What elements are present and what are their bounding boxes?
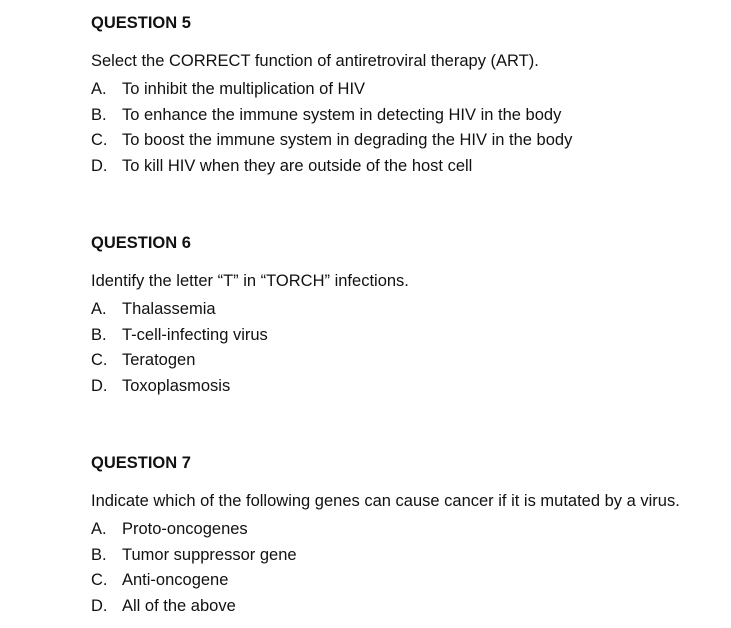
question-stem: Select the CORRECT function of antiretroviral therapy (ART).: [91, 52, 539, 70]
option-text: Teratogen: [122, 351, 196, 369]
option-text: To boost the immune system in degrading the HIV in the body: [122, 131, 573, 149]
option-letter: B.: [91, 546, 107, 564]
option-a: [91, 519, 248, 539]
option-b: [91, 545, 297, 565]
option-letter: D.: [91, 157, 108, 175]
option-text: To kill HIV when they are outside of the host cell: [122, 157, 473, 175]
option-b: [91, 325, 268, 345]
option-text: Thalassemia: [122, 300, 216, 318]
question-stem: Identify the letter “T” in “TORCH” infections.: [91, 272, 409, 290]
option-text: To inhibit the multiplication of HIV: [122, 80, 366, 98]
option-d: [91, 376, 230, 396]
question-heading: QUESTION 5: [91, 14, 191, 32]
option-c: [91, 130, 572, 150]
option-letter: A.: [91, 80, 107, 98]
question-stem: Indicate which of the following genes can cause cancer if it is mutated by a virus.: [91, 492, 680, 510]
option-b: [91, 105, 561, 125]
option-a: [91, 79, 365, 99]
option-c: [91, 350, 195, 370]
option-text: Anti-oncogene: [122, 571, 229, 589]
option-d: [91, 156, 472, 176]
option-letter: A.: [91, 520, 107, 538]
question-heading: QUESTION 6: [91, 234, 191, 252]
option-text: Proto-oncogenes: [122, 520, 248, 538]
option-c: [91, 570, 228, 590]
option-letter: C.: [91, 571, 108, 589]
option-letter: C.: [91, 131, 108, 149]
option-text: To enhance the immune system in detecting HIV in the body: [122, 106, 562, 124]
option-letter: C.: [91, 351, 108, 369]
option-letter: D.: [91, 597, 108, 615]
option-letter: A.: [91, 300, 107, 318]
option-letter: B.: [91, 326, 107, 344]
option-letter: D.: [91, 377, 108, 395]
option-d: [91, 596, 236, 616]
option-text: T-cell-infecting virus: [122, 326, 268, 344]
option-letter: B.: [91, 106, 107, 124]
option-a: [91, 299, 216, 319]
question-heading: QUESTION 7: [91, 454, 191, 472]
option-text: All of the above: [122, 597, 236, 615]
option-text: Toxoplasmosis: [122, 377, 231, 395]
option-text: Tumor suppressor gene: [122, 546, 297, 564]
